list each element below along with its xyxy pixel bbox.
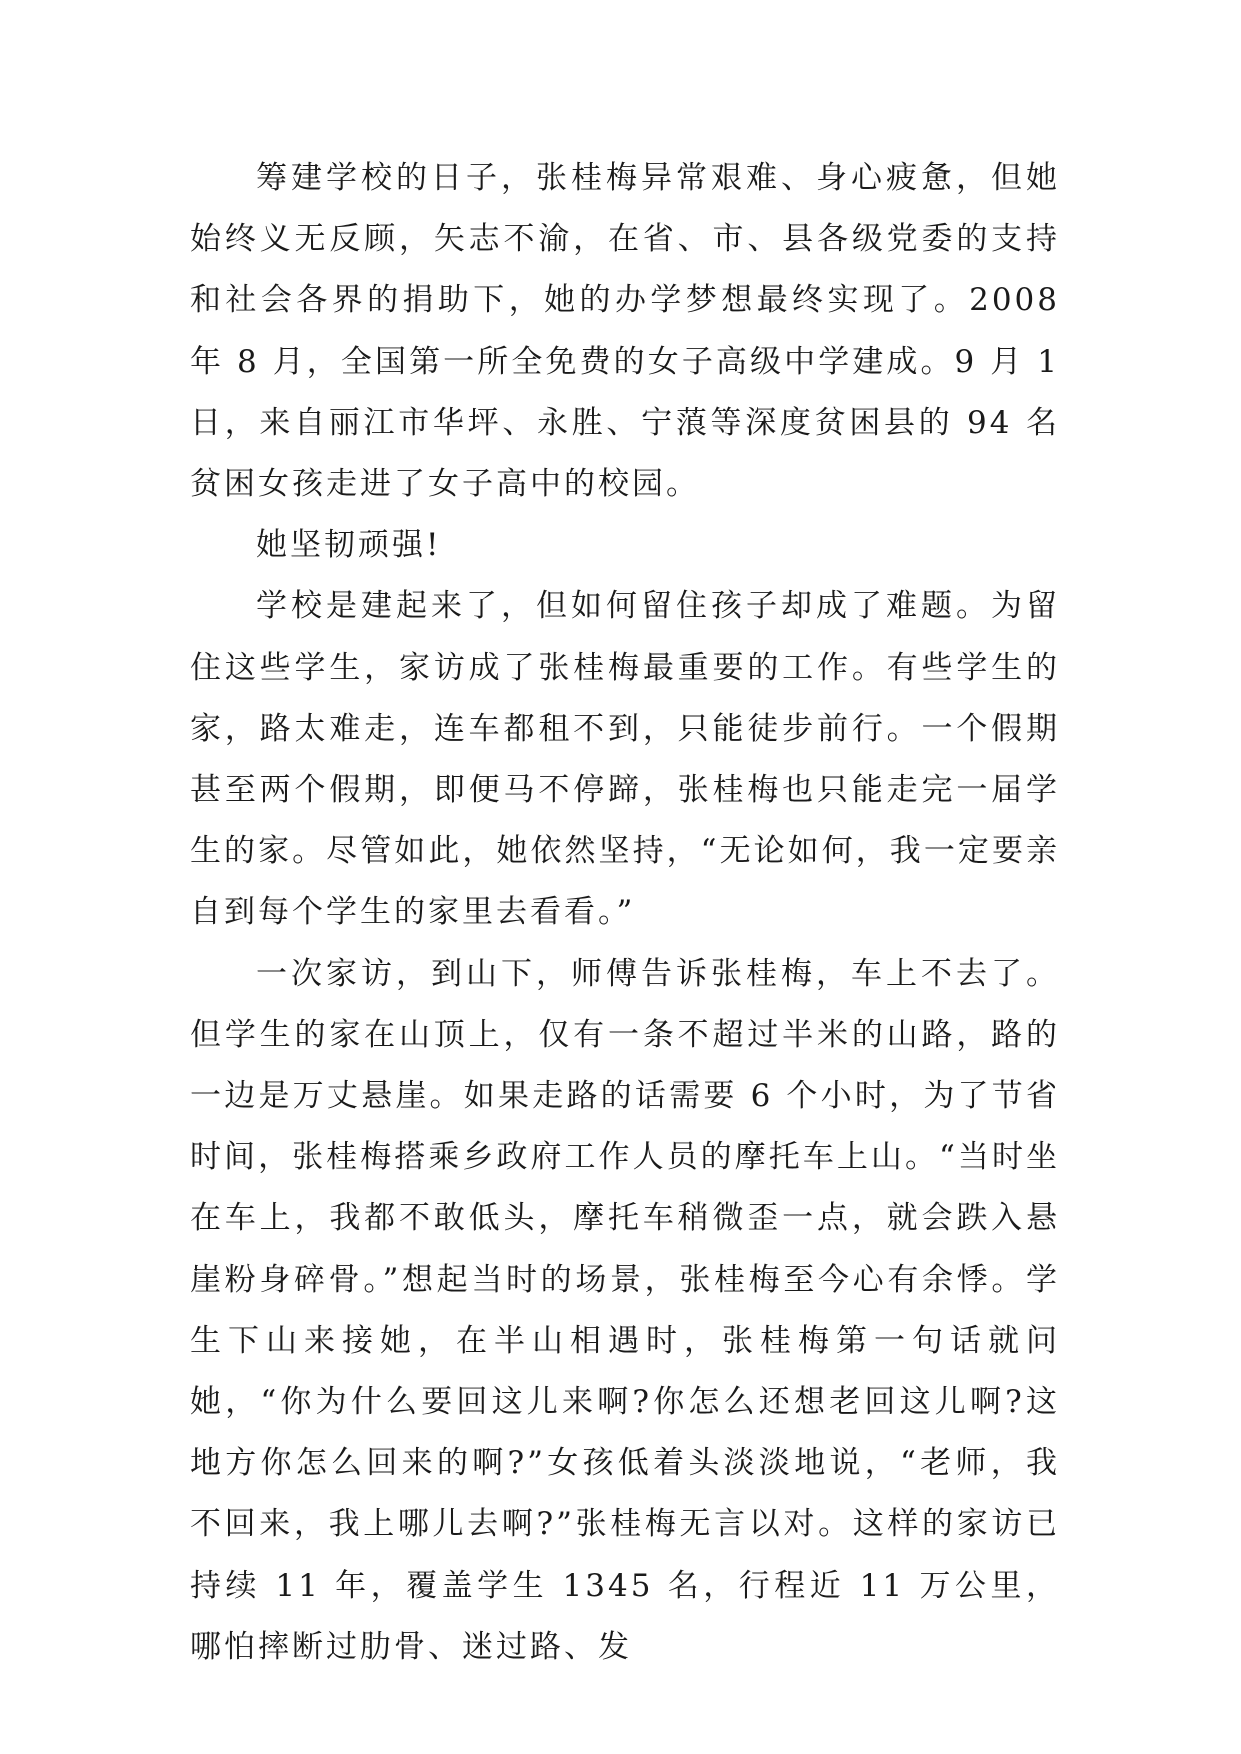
paragraph-heading-resilient: 她坚韧顽强! xyxy=(256,527,442,564)
document-body xyxy=(190,148,1060,1678)
paragraph-mountain-visit: 一次家访，到山下，师傅告诉张桂梅，车上不去了。但学生的家在山顶上，仅有一条不超过半米的山路，路的一边是万丈悬崖。如果走路的话需要 6 个小时，为了节省时间，张桂梅搭乘乡政府工作人员的摩托车上山。“当时坐在车上，我都不敢低头，摩托车稍微歪一点，就会跌入悬崖粉身碎骨。”想起当时的场景，张桂梅至今心有余悸。学生下山来接她，在半山相遇时，张桂梅第一句话就问她，“你为什么要回这儿来啊?你怎么还想老回这儿啊?这地方你怎么回来的啊?”女孩低着头淡淡地说，“老师，我不回来，我上哪儿去啊?”张桂梅无言以对。这样的家访已持续 11 年，覆盖学生 1345 名，行程近 11 万公里，哪怕摔断过肋骨、迷过路、发 xyxy=(190,955,1060,1665)
paragraph-home-visits: 学校是建起来了，但如何留住孩子却成了难题。为留住这些学生，家访成了张桂梅最重要的工作。有些学生的家，路太难走，连车都租不到，只能徒步前行。一个假期甚至两个假期，即便马不停蹄，张桂梅也只能走完一届学生的家。尽管如此，她依然坚持，“无论如何，我一定要亲自到每个学生的家里去看看。” xyxy=(190,588,1060,931)
paragraph-school-founding: 筹建学校的日子，张桂梅异常艰难、身心疲惫，但她始终义无反顾，矢志不渝，在省、市、县各级党委的支持和社会各界的捐助下，她的办学梦想最终实现了。2008 年 8 月，全国第一所全免费的女子高级中学建成。9 月 1 日，来自丽江市华坪、永胜、宁蒗等深度贫困县的 94 名贫困女孩走进了女子高中的校园。 xyxy=(190,160,1060,503)
